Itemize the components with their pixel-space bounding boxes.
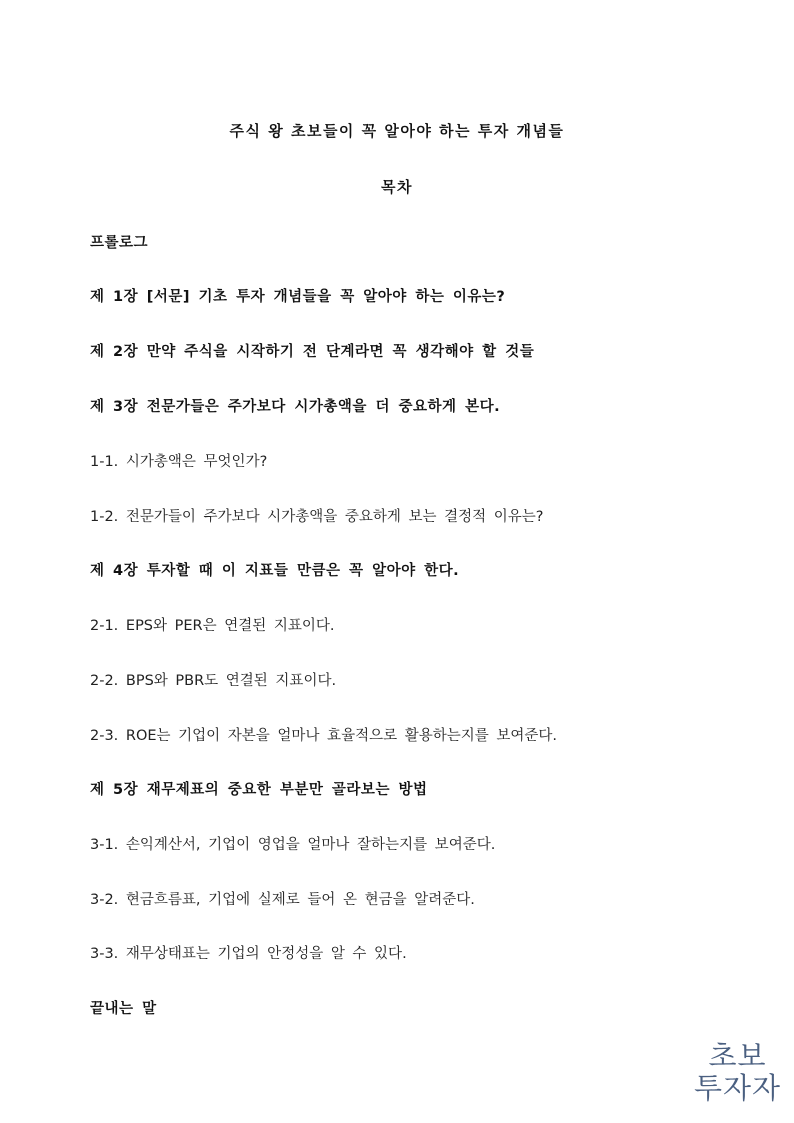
toc-entry-3-3: 3-3. 재무상태표는 기업의 안정성을 알 수 있다. bbox=[90, 946, 407, 962]
toc-entry-2-3: 2-3. ROE는 기업이 자본을 얼마나 효율적으로 활용하는지를 보여준다. bbox=[90, 728, 557, 744]
toc-entry-2-2: 2-2. BPS와 PBR도 연결된 지표이다. bbox=[90, 673, 337, 689]
toc-entry-1-2: 1-2. 전문가들이 주가보다 시가총액을 중요하게 보는 결정적 이유는? bbox=[90, 509, 544, 525]
toc-entry-prologue: 프롤로그 bbox=[90, 235, 149, 251]
toc-entry-chapter-3: 제 3장 전문가들은 주가보다 시가총액을 더 중요하게 본다. bbox=[90, 399, 501, 415]
document-title: 주식 왕 초보들이 꼭 알아야 하는 투자 개념들 bbox=[229, 122, 565, 140]
toc-entry-chapter-4: 제 4장 투자할 때 이 지표들 만큼은 꼭 알아야 한다. bbox=[90, 563, 460, 579]
toc-entry-epilogue: 끝내는 말 bbox=[90, 1001, 157, 1017]
toc-entry-2-1: 2-1. EPS와 PER은 연결된 지표이다. bbox=[90, 618, 335, 634]
toc-entry-3-2: 3-2. 현금흐름표, 기업에 실제로 들어 온 현금을 알려준다. bbox=[90, 892, 475, 908]
toc-heading: 목차 bbox=[381, 178, 413, 196]
logo-line-2: 투자자 bbox=[693, 1071, 782, 1105]
toc-entry-chapter-5: 제 5장 재무제표의 중요한 부분만 골라보는 방법 bbox=[90, 782, 428, 798]
logo bbox=[690, 1040, 785, 1104]
toc-entry-chapter-2: 제 2장 만약 주식을 시작하기 전 단계라면 꼭 생각해야 할 것들 bbox=[90, 344, 535, 360]
toc-entry-3-1: 3-1. 손익계산서, 기업이 영업을 얼마나 잘하는지를 보여준다. bbox=[90, 837, 496, 853]
toc-entry-chapter-1: 제 1장 [서문] 기초 투자 개념들을 꼭 알아야 하는 이유는? bbox=[90, 289, 506, 305]
toc-entry-1-1: 1-1. 시가총액은 무엇인가? bbox=[90, 454, 268, 470]
logo-line-1: 초보 bbox=[708, 1039, 767, 1073]
